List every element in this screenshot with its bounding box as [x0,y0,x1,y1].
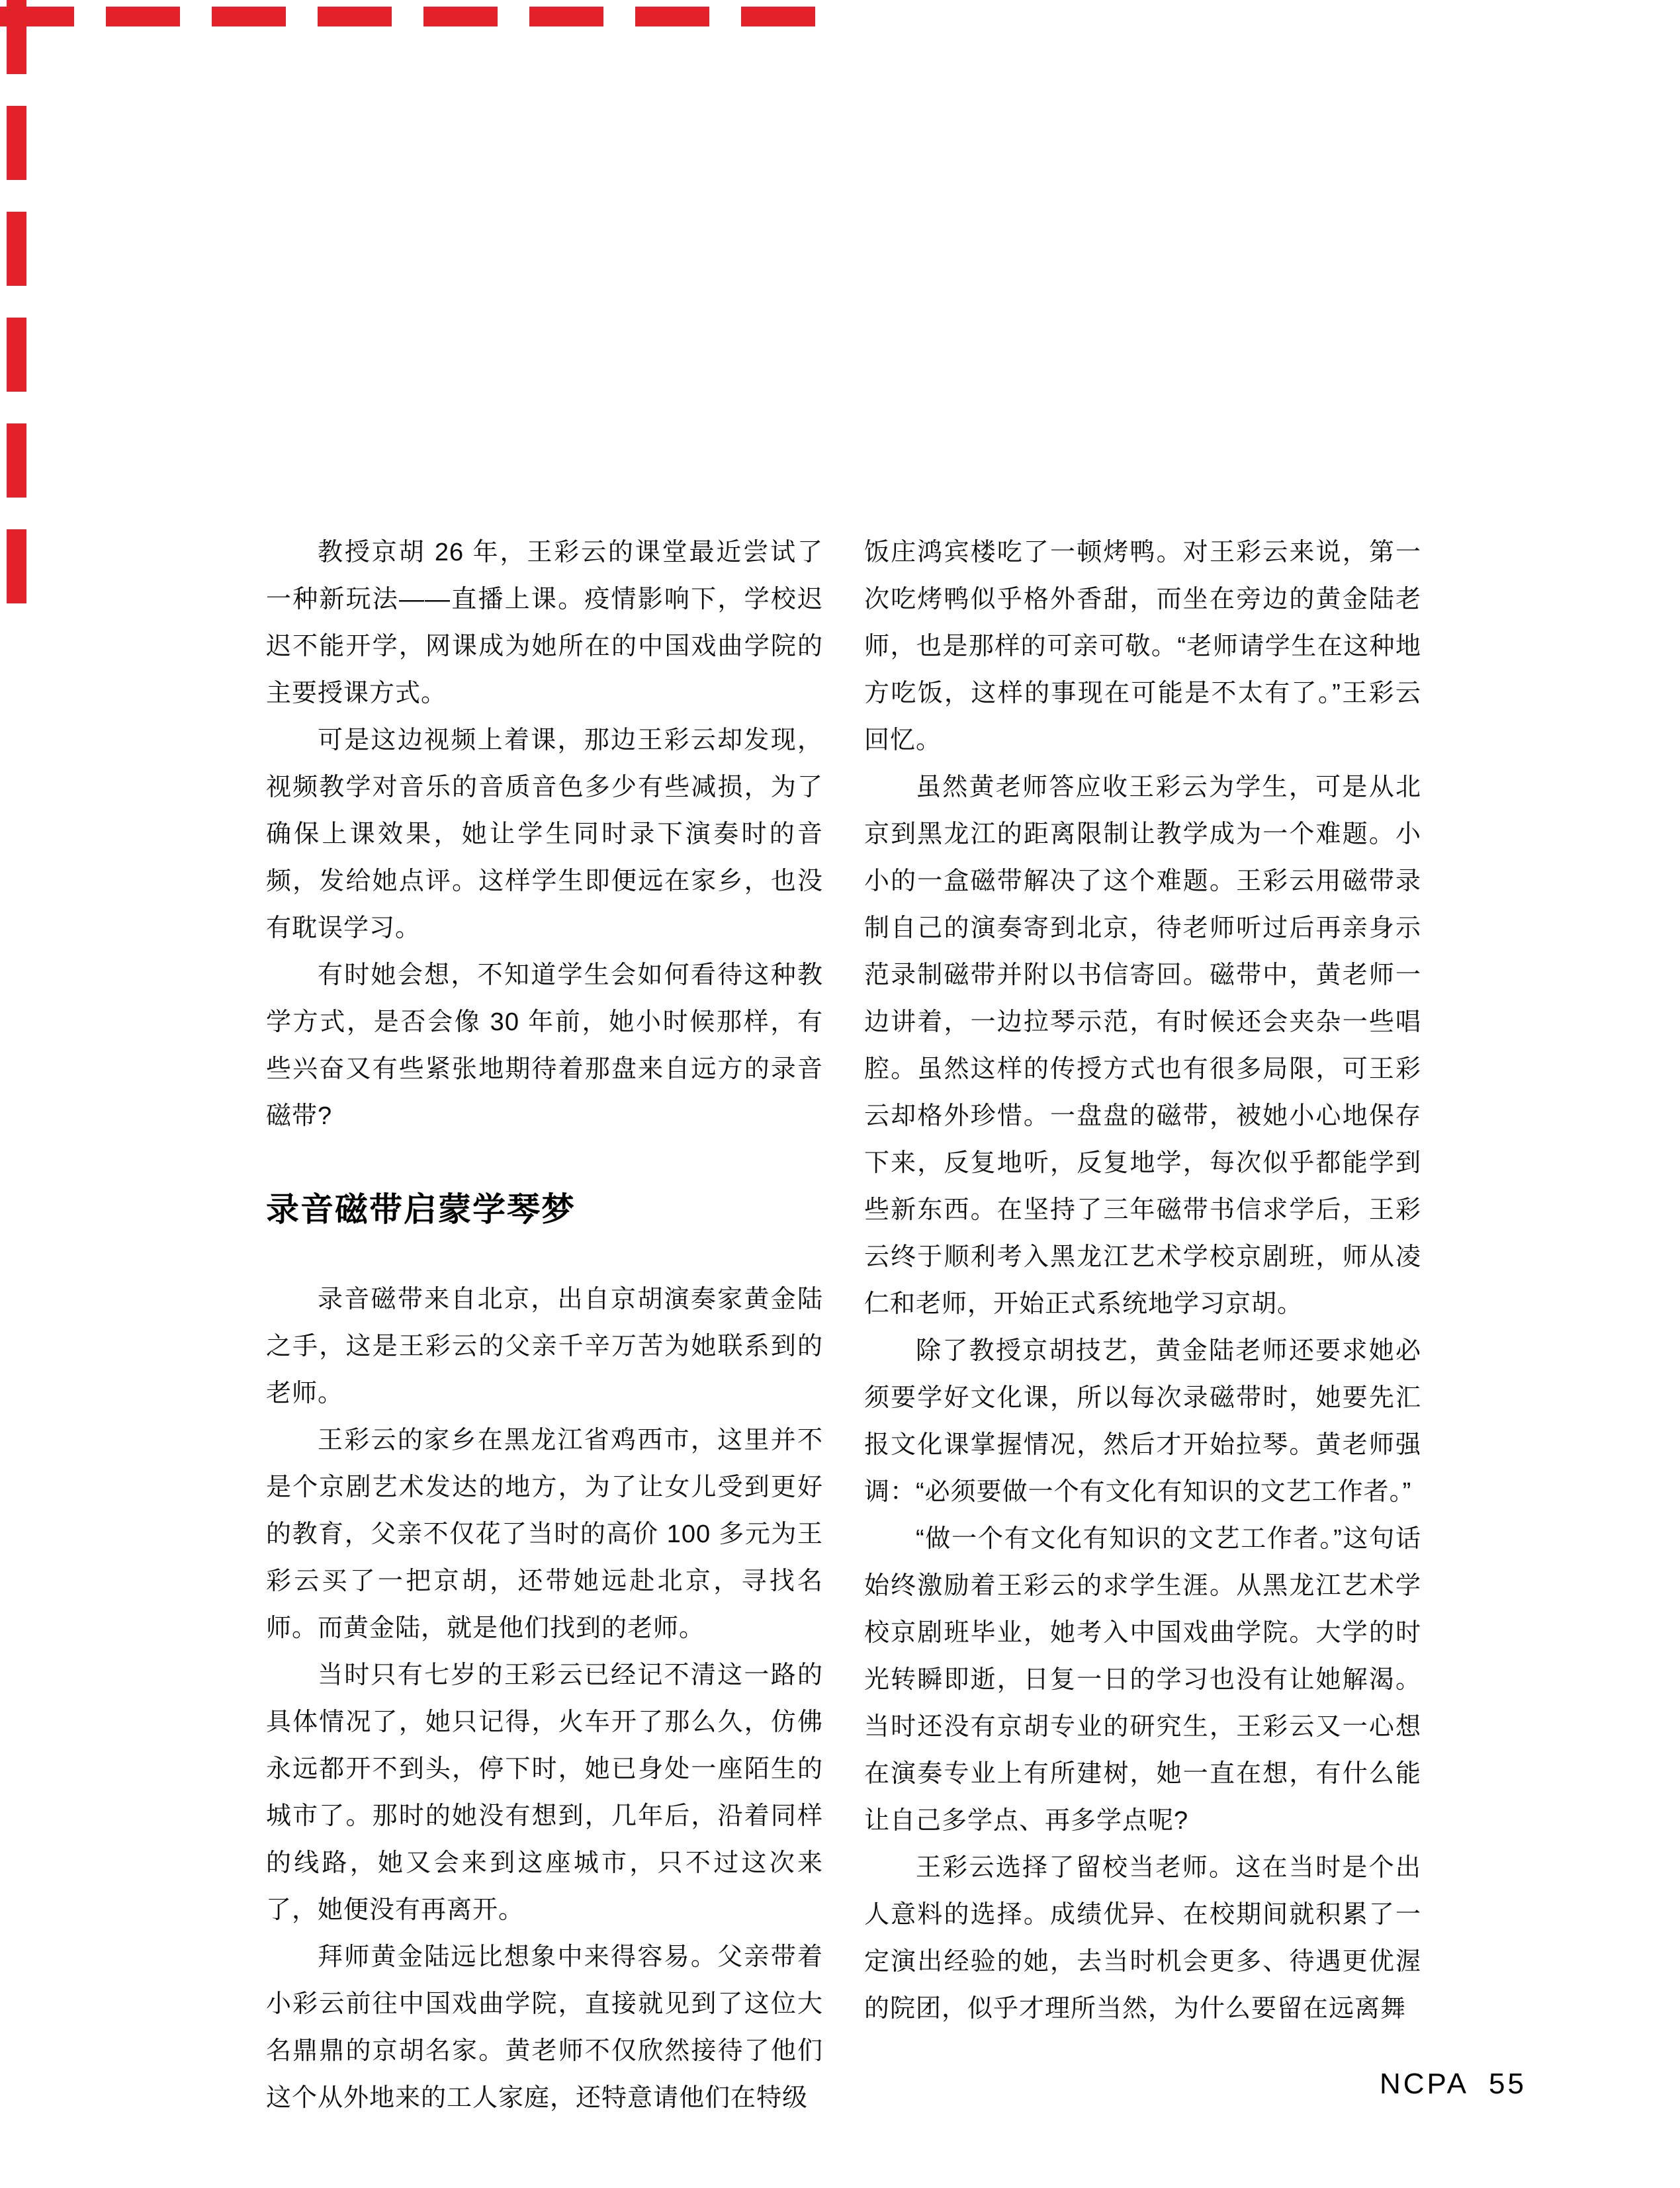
paragraph: 教授京胡 26 年，王彩云的课堂最近尝试了一种新玩法——直播上课。疫情影响下，学校迟迟不能开学，网课成为她所在的中国戏曲学院的主要授课方式。 [266,539,823,707]
left-edge-red-dashed-mark [7,0,26,627]
paragraph: 王彩云选择了留校当老师。这在当时是个出人意料的选择。成绩优异、在校期间就积累了一定演出经验的她，去当时机会更多、待遇更优渥的院团，似乎才理所当然，为什么要留在远离舞 [864,1854,1421,2023]
paragraph: 录音磁带来自北京，出自京胡演奏家黄金陆之手，这是王彩云的父亲千辛万苦为她联系到的老师。 [266,1286,823,1407]
journal-name: NCPA [1380,2068,1469,2100]
paragraph: 可是这边视频上着课，那边王彩云却发现，视频教学对音乐的音质音色多少有些减损，为了确保上课效果，她让学生同时录下演奏时的音频，发给她点评。这样学生即便远在家乡，也没有耽误学习。 [266,726,823,942]
section-heading: 录音磁带启蒙学琴梦 [266,1191,576,1228]
page-number: 55 [1488,2068,1526,2100]
paragraph: 虽然黄老师答应收王彩云为学生，可是从北京到黑龙江的距离限制让教学成为一个难题。小小的一盒磁带解决了这个难题。王彩云用磁带录制自己的演奏寄到北京，待老师听过后再亲身示范录制磁带并附以书信寄回。磁带中，黄老师一边讲着，一边拉琴示范，有时候还会夹杂一些唱腔。虽然这样的传授方式也有很多局限，可王彩云却格外珍惜。一盘盘的磁带，被她小心地保存下来，反复地听，反复地学，每次似乎都能学到些新东西。在坚持了三年磁带书信求学后，王彩云终于顺利考入黑龙江艺术学校京剧班，师从凌仁和老师，开始正式系统地学习京胡。 [864,773,1421,1318]
page-footer [1380,2067,1526,2101]
left-column [266,529,823,2122]
paragraph: 拜师黄金陆远比想象中来得容易。父亲带着小彩云前往中国戏曲学院，直接就见到了这位大名鼎鼎的京胡名家。黄老师不仅欣然接待了他们这个从外地来的工人家庭，还特意请他们在特级 [266,1943,823,2112]
paragraph: 除了教授京胡技艺，黄金陆老师还要求她必须要学好文化课，所以每次录磁带时，她要先汇报文化课掌握情况，然后才开始拉琴。黄老师强调：“必须要做一个有文化有知识的文艺工作者。” [864,1337,1421,1506]
paragraph: 当时只有七岁的王彩云已经记不清这一路的具体情况了，她只记得，火车开了那么久，仿佛永远都开不到头，停下时，她已身处一座陌生的城市了。那时的她没有想到，几年后，沿着同样的线路，她又会来到这座城市，只不过这次来了，她便没有再离开。 [266,1661,823,1924]
paragraph: 饭庄鸿宾楼吃了一顿烤鸭。对王彩云来说，第一次吃烤鸭似乎格外香甜，而坐在旁边的黄金陆老师，也是那样的可亲可敬。“老师请学生在这种地方吃饭，这样的事现在可能是不太有了。”王彩云回忆。 [864,539,1421,754]
paragraph: 王彩云的家乡在黑龙江省鸡西市，这里并不是个京剧艺术发达的地方，为了让女儿受到更好的教育，父亲不仅花了当时的高价 100 多元为王彩云买了一把京胡，还带她远赴北京，寻找名师。而黄金陆，就是他们找到的老师。 [266,1426,823,1642]
top-edge-red-dashed-mark [0,7,828,26]
right-column [864,529,1421,2033]
paragraph: 有时她会想，不知道学生会如何看待这种教学方式，是否会像 30 年前，她小时候那样，有些兴奋又有些紧张地期待着那盘来自远方的录音磁带? [266,961,823,1130]
paragraph: “做一个有文化有知识的文艺工作者。”这句话始终激励着王彩云的求学生涯。从黑龙江艺术学校京剧班毕业，她考入中国戏曲学院。大学的时光转瞬即逝，日复一日的学习也没有让她解渴。当时还没有京胡专业的研究生，王彩云又一心想在演奏专业上有所建树，她一直在想，有什么能让自己多学点、再多学点呢? [864,1525,1421,1835]
